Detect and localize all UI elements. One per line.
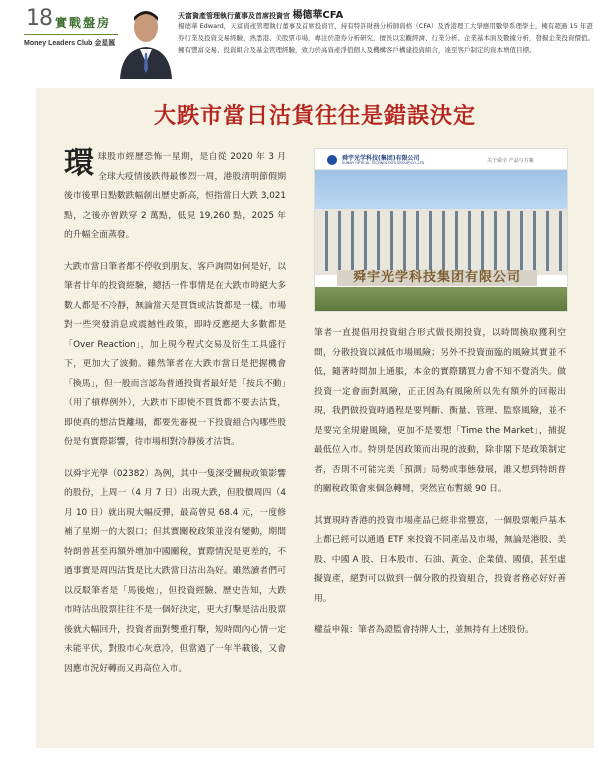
photo-company-name-en: SUNNY OPTICAL TECHNOLOGY(GROUP)CO.,LTD: [342, 161, 425, 165]
article-left-column: [64, 148, 286, 679]
article-headline: 大跌市當日沽貨往往是錯誤決定: [153, 104, 476, 129]
section-tag: 實戰盤房: [55, 16, 112, 30]
company-logo-icon: [327, 155, 337, 165]
paragraph-4: 筆者一直提倡用投資組合形式做長期投資，以時間換取獲利空間，分散投資以減低市場風險；另外不投資面臨的風險其實並不低，隨著時間加上通脹，本金的實際購買力會不知不覺消失。做投資一定會面對風險，正正因為有風險所以先有額外的回報出現，我們做投資時過程是要判斷、衡量、管理、監察風險，並不是要完全規避風險，更加不是要想「Time the Market」，捕捉最低位入市。特別是因政策而出現的波動，除非閣下是政策制定者，否則不可能完美「預測」局勢或事態發展，誰又想到特朗普的關稅政策會來個急轉彎，突然宣布暫緩 90 日。: [314, 328, 566, 494]
avatar: [118, 3, 174, 79]
photo-building-sign: 舜宇光学科技集团有限公司: [337, 270, 537, 286]
company-photo: [314, 148, 568, 312]
page-number: 18: [26, 6, 52, 31]
author-name: 楊德華CFA: [292, 10, 344, 21]
author-title: [178, 6, 343, 21]
paragraph-intro: [64, 148, 286, 246]
paragraph-2: 大跌市當日筆者都不停收到朋友、客戶詢問如何是好，以筆者廿年的投資經驗，總括一件事情是在大跌市時絕大多數人都是不冷靜，無論當天是買貨或沽貨都是一樣。市場對一些突發消息或震撼性政策，即時反應絕大多數都是「Over Reaction」，加上現今程式交易及衍生工具盛行下，更加大了波動。雖然筆者在大跌市當日是把握機會「換馬」，但一般而言認為普通投資者最好是「按兵不動」（用了槓桿例外），大跌市下即使不買貨都不要去沽貨，即使真的想沽貨離場，都要先審視一下投資組合內哪些股份是有實際影響，待市場相對冷靜後才沽貨。: [64, 261, 286, 447]
photo-ground: [315, 287, 567, 311]
author-bio: 楊德華 Edward，天富資產管理執行董事及首席投資官，持有特許財務分析師資格（CFA）及香港理工大學應用數學系理學士，擁有超過 15 年證券行業及投資交易經驗，熟悉港、美股票市場，專注於證券分析研究，擅長以宏觀經濟、行業分析、企業基本面及數據分析，發掘企業投資價值。擁有豐富交易、投資組合及基金管理經驗，致力於高資產淨值個人及機構客戶構建投資組合，達至客戶制定的資本增值目標。: [178, 22, 594, 54]
header-divider: [24, 34, 122, 35]
paragraph-intro-text: 球股市經歷恐怖一星期，是自從 2020 年 3 月全球大疫情後跌得最慘烈一周，港股清明節假期後市後單日點數跌幅創出歷史新高，恒指當日大跌 3,021 點，之後亦曾跌穿 2 萬點，低見 19,260 點，2025 年的升幅全面蒸發。: [64, 152, 286, 240]
drop-cap: 環: [64, 146, 94, 181]
photo-nav: 关于舜宇 产品与方案: [487, 158, 534, 164]
author-role: 天富資產管理執行董事及首席投資官: [178, 12, 290, 20]
club-name: Money Leaders Club 金星匯: [24, 40, 116, 47]
photo-building-windows: [315, 211, 567, 271]
photo-website-bar: [315, 149, 567, 170]
paragraph-3: 以舜宇光學（02382）為例，其中一隻深受關稅政策影響的股份，上周一（4 月 7 日）出現大跌，但股價周四（4 月 10 日）就出現大幅反彈，最高曾見 68.4 元，一度修補了星期一的大裂口；但其實關稅政策並沒有變動，期間特朗普甚至再額外增加中國關稅，實際情況是更差的，不過事實是周四沽貨是比大跌當日沽出為好。雖然讀者們可以反駁筆者是「馬後炮」，但投資經驗、歷史告知，大跌市時沽出股票往往不是一個好決定，更大打擊是沽出股票後就大幅回升，投資者面對雙重打擊，短時間內心情一定未能平伏，對股市心灰意冷，但當過了一年半載後，又會因應市況好轉而又再高位入市。: [64, 468, 286, 674]
disclosure: 權益申報：筆者為證監會持牌人士，並無持有上述股份。: [314, 625, 534, 635]
page-header: [0, 0, 612, 84]
article-right-column: [314, 324, 566, 641]
photo-company-name: 舜宇光学科技(集团)有限公司: [342, 155, 420, 162]
paragraph-5: 其實現時香港的投資市場產品已經非常豐富，一個股票帳戶基本上都已經可以通過 ETF 來投資不同產品及市場，無論是港股、美股、中國 A 股、日本股市、石油、黃金、企業債、國債，甚至虛擬資產，絕對可以做到一個分散的投資組合，投資者務必好好善用。: [314, 515, 566, 604]
